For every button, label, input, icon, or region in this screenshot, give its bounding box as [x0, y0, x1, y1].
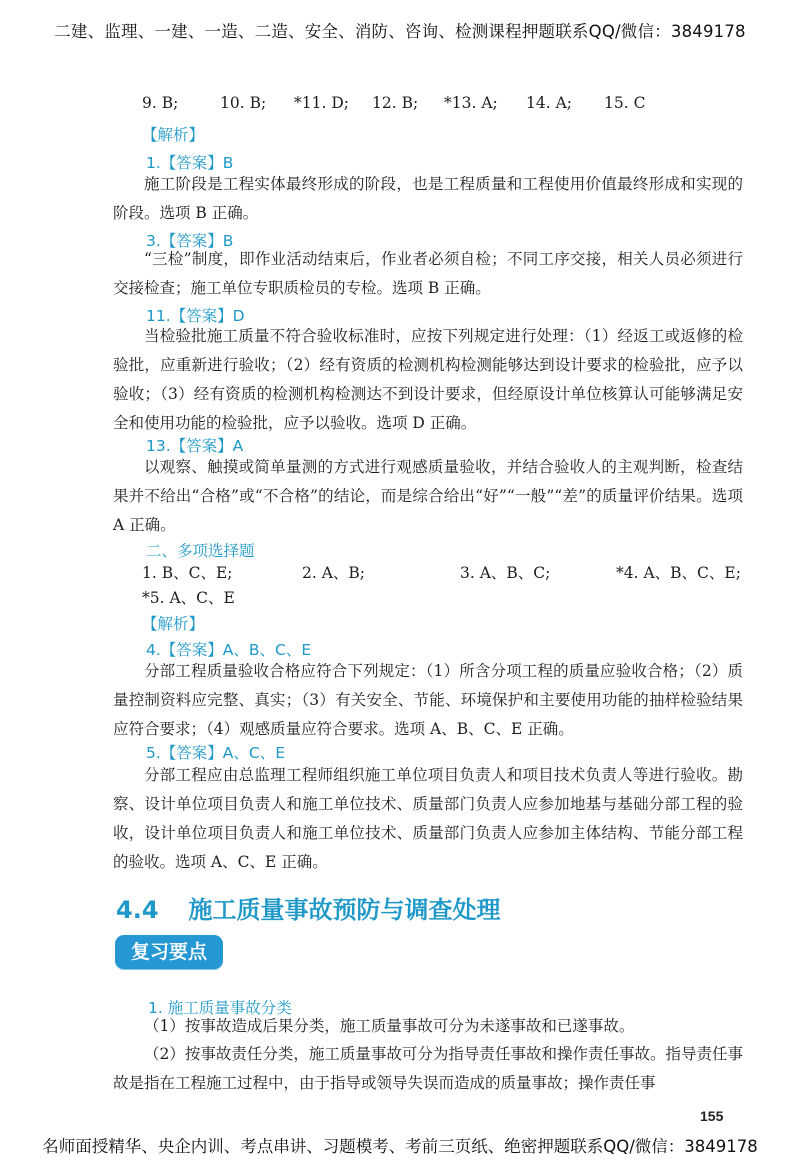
answer-label-q5: 5.【答案】A、C、E: [146, 744, 286, 762]
answer-item: 15. C: [604, 94, 646, 112]
answer-item: 12. B;: [372, 94, 419, 112]
paragraph-classification-2: （2）按事故责任分类，施工质量事故可分为指导责任事故和操作责任事故。指导责任事故是指在工程施工过程中，由于指导或领导失误而造成的质量事故；操作责任事: [113, 1045, 743, 1092]
answer-item: *4. A、B、C、E;: [616, 564, 741, 582]
section-title: [116, 890, 501, 925]
answer-item: *5. A、C、E: [142, 589, 235, 607]
answer-label-q11: 11.【答案】D: [146, 307, 245, 325]
answer-item: 10. B;: [220, 94, 267, 112]
explanation-q5: 分部工程应由总监理工程师组织施工单位项目负责人和项目技术负责人等进行验收。勘察、设计单位项目负责人和施工单位技术、质量部门负责人应参加地基与基础分部工程的验收，设计单位项目负责人和施工单位技术、质量部门负责人应参加主体结构、节能分部工程的验收。选项 A、C、E 正确。: [113, 766, 743, 871]
page-number: 155: [700, 1108, 724, 1124]
answer-item: 9. B;: [142, 94, 179, 112]
answer-item: 3. A、B、C;: [460, 564, 551, 582]
explanation-q4: 分部工程质量验收合格应符合下列规定：（1）所含分项工程的质量应验收合格；（2）质量控制资料应完整、真实；（3）有关安全、节能、环境保护和主要使用功能的抽样检验结果应符合要求；（4）观感质量应符合要求。选项 A、B、C、E 正确。: [113, 662, 743, 738]
answer-item: 2. A、B;: [302, 564, 366, 582]
review-points-badge: 复习要点: [115, 935, 223, 969]
subsection-title: 1. 施工质量事故分类: [148, 999, 292, 1017]
explanation-q11: 当检验批施工质量不符合验收标准时，应按下列规定进行处理：（1）经返工或返修的检验批，应重新进行验收；（2）经有资质的检测机构检测能够达到设计要求的检验批，应予以验收；（3）经有资质的检测机构检测达不到设计要求，但经原设计单位核算认可能够满足安全和使用功能的检验批，应予以验收。选项 D 正确。: [113, 327, 743, 432]
answer-label-q4: 4.【答案】A、B、C、E: [146, 641, 312, 659]
multiple-choice-heading: 二、多项选择题: [146, 542, 255, 560]
section-number: 4.4: [116, 896, 159, 924]
answer-item: *11. D;: [294, 94, 349, 112]
answer-item: 14. A;: [526, 94, 572, 112]
multiple-choice-answer-row: [142, 561, 742, 585]
answer-item: *13. A;: [444, 94, 498, 112]
explanation-q1: 施工阶段是工程实体最终形成的阶段，也是工程质量和工程使用价值最终形成和实现的阶段。选项 B 正确。: [113, 175, 743, 222]
analysis-label: 【解析】: [142, 126, 205, 144]
answer-label-q3: 3.【答案】B: [146, 232, 234, 250]
explanation-q3: “三检”制度，即作业活动结束后，作业者必须自检；不同工序交接，相关人员必须进行交接检查；施工单位专职质检员的专检。选项 B 正确。: [113, 250, 743, 297]
multiple-choice-answer-row: [142, 586, 742, 610]
analysis-label: 【解析】: [142, 615, 205, 633]
paragraph-classification-1: （1）按事故造成后果分类，施工质量事故可分为未遂事故和已遂事故。: [144, 1017, 635, 1035]
answer-item: 1. B、C、E;: [142, 564, 233, 582]
answer-label-q1: 1.【答案】B: [146, 154, 234, 172]
explanation-q13: 以观察、触摸或简单量测的方式进行观感质量验收，并结合验收人的主观判断，检查结果并不给出“合格”或“不合格”的结论，而是综合给出“好”“一般”“差”的质量评价结果。选项 A 正确。: [113, 458, 743, 534]
answer-label-q13: 13.【答案】A: [146, 437, 244, 455]
page-footer-banner: 名师面授精华、央企内训、考点串讲、习题模考、考前三页纸、绝密押题联系QQ/微信：3849178: [42, 1137, 758, 1156]
page-header-banner: 二建、监理、一建、一造、二造、安全、消防、咨询、检测课程押题联系QQ/微信：3849178: [54, 22, 746, 41]
section-title-text: 施工质量事故预防与调查处理: [188, 896, 501, 924]
